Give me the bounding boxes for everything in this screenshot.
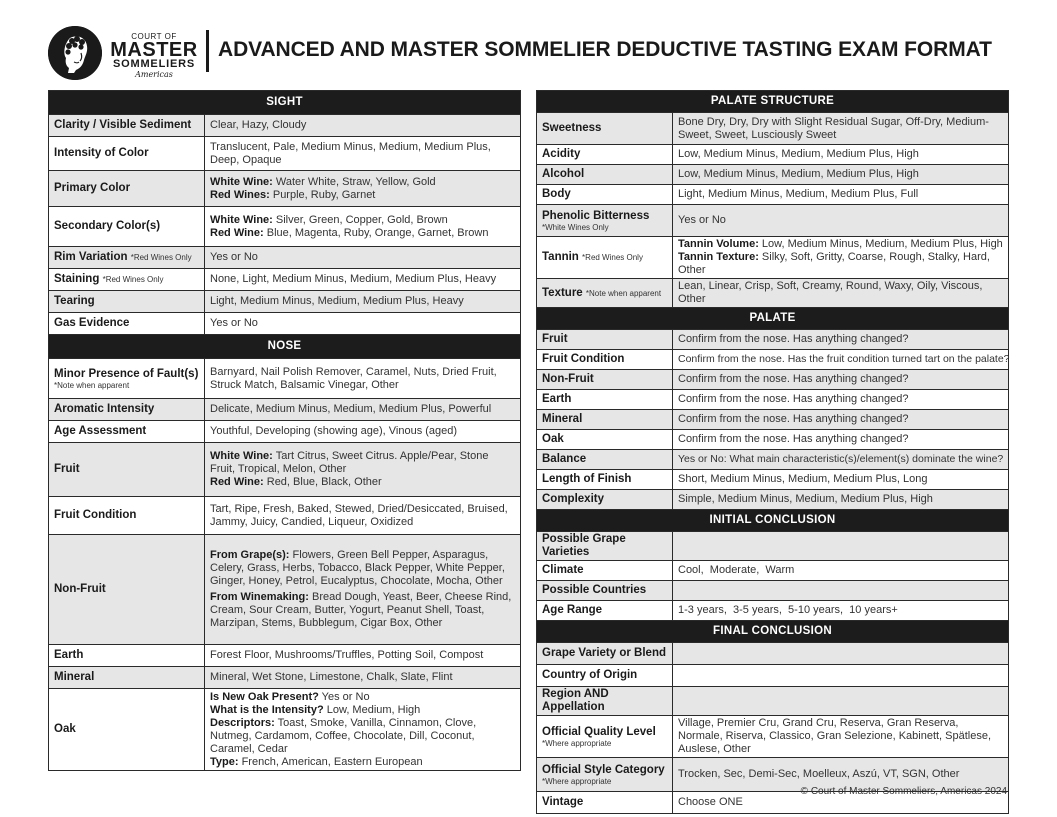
table-row [537,581,1009,601]
table-row [537,279,1009,308]
logo-line-americas: Americas [135,70,173,79]
table-row [49,137,521,171]
oak-type-key: Type: [210,755,239,768]
initial-conclusion-heading: INITIAL CONCLUSION [537,510,1009,532]
table-row [49,269,521,291]
style-note: *Where appropriate [542,776,612,786]
page-title: ADVANCED AND MASTER SOMMELIER DEDUCTIVE TASTING EXAM FORMAT [218,38,992,61]
palate-mineral-value: Confirm from the nose. Has anything changed? [673,410,1009,430]
table-row [49,291,521,313]
table-row [537,237,1009,279]
table-row [49,443,521,497]
palate-non-fruit-label: Non-Fruit [537,370,673,390]
climate-label: Climate [537,561,673,581]
palate-oak-label: Oak [537,430,673,450]
palate-mineral-label: Mineral [537,410,673,430]
table-row [49,359,521,399]
table-row [537,330,1009,350]
table-row [537,470,1009,490]
possible-grapes-value [673,532,1009,561]
logo-emblem [48,26,102,80]
acidity-label: Acidity [537,145,673,165]
tannin-volume-key: Tannin Volume: [678,238,759,250]
primary-white-key: White Wine: [210,175,273,188]
table-row [49,115,521,137]
quality-level-label [537,716,673,758]
page-header [48,24,1038,80]
nose-non-fruit-value [205,535,521,645]
style-label-text: Official Style Category [542,763,665,776]
oak-intensity-value: Low, Medium, High [323,703,421,716]
secondary-red-key: Red Wine: [210,226,264,239]
table-row [49,689,521,771]
from-winemaking-key: From Winemaking: [210,591,309,603]
aromatic-intensity-value: Delicate, Medium Minus, Medium, Medium Plus, Powerful [205,399,521,421]
finish-value: Short, Medium Minus, Medium, Medium Plus, Long [673,470,1009,490]
palate-oak-value: Confirm from the nose. Has anything changed? [673,430,1009,450]
body-value: Light, Medium Minus, Medium, Medium Plus, Full [673,185,1009,205]
primary-color-value [205,171,521,207]
bacchus-head-icon [48,26,102,80]
body-label: Body [537,185,673,205]
nose-heading: NOSE [49,335,521,359]
table-row [537,687,1009,716]
primary-red-value: Purple, Ruby, Garnet [269,188,376,201]
phenolic-label-text: Phenolic Bitterness [542,209,650,222]
final-conclusion-heading: FINAL CONCLUSION [537,621,1009,643]
texture-label-text: Texture [542,286,583,299]
oak-intensity-key: What is the Intensity? [210,703,324,716]
secondary-color-value [205,207,521,247]
palate-fruit-condition-value: Confirm from the nose. Has the fruit condition turned tart on the palate? [673,350,1009,370]
complexity-label: Complexity [537,490,673,510]
table-row [537,145,1009,165]
phenolic-value: Yes or No [673,205,1009,237]
logo-wordmark [104,32,204,79]
table-row [537,370,1009,390]
table-row [49,497,521,535]
country-origin-label: Country of Origin [537,665,673,687]
table-row [49,313,521,335]
nose-fruit-condition-label: Fruit Condition [49,497,205,535]
nose-fruit-white-value: Tart Citrus, Sweet Citrus. Apple/Pear, Stone Fruit, Tropical, Melon, Other [210,450,489,475]
phenolic-label [537,205,673,237]
from-grape-value: Flowers, Green Bell Pepper, Asparagus, Celery, Grass, Herbs, Tobacco, Black Pepper, White Pepper, Ginger, Honey, Petrol, Eucalyptus, Chocolate, Mocha, Other [210,549,505,587]
palate-earth-label: Earth [537,390,673,410]
quality-level-value: Village, Premier Cru, Grand Cru, Reserva, Gran Reserva, Normale, Riserva, Classico, Gran Selezione, Kabinett, Spätlese, Auslese, Other [673,716,1009,758]
oak-new-value: Yes or No [318,690,370,703]
tannin-note: *Red Wines Only [582,253,643,262]
table-row [537,113,1009,145]
vintage-value: Choose ONE [673,792,1009,814]
fault-label [49,359,205,399]
fault-note: *Note when apparent [54,380,130,390]
table-row [537,716,1009,758]
oak-descriptors-value: Toast, Smoke, Vanilla, Cinnamon, Clove, Nutmeg, Cardamom, Coffee, Chocolate, Dill, Coconut, Caramel, Cedar [210,716,477,755]
balance-value: Yes or No: What main characteristic(s)/element(s) dominate the wine? [673,450,1009,470]
nose-fruit-red-key: Red Wine: [210,476,264,488]
alcohol-value: Low, Medium Minus, Medium, Medium Plus, High [673,165,1009,185]
tannin-texture-key: Tannin Texture: [678,251,759,263]
texture-label [537,279,673,308]
copyright-footer: © Court of Master Sommeliers, Americas 2024 [800,786,1007,797]
nose-earth-label: Earth [49,645,205,667]
oak-descriptors-key: Descriptors: [210,716,275,729]
nose-oak-value [205,689,521,771]
style-category-value: Trocken, Sec, Demi-Sec, Moelleux, Aszú, VT, SGN, Other [673,758,1009,792]
primary-color-label: Primary Color [49,171,205,207]
style-category-label [537,758,673,792]
possible-grapes-label: Possible Grape Varieties [537,532,673,561]
nose-fruit-white-key: White Wine: [210,450,273,462]
nose-fruit-red-value: Red, Blue, Black, Other [263,476,382,488]
table-row [537,205,1009,237]
grape-variety-label: Grape Variety or Blend [537,643,673,665]
table-row [537,390,1009,410]
secondary-color-label: Secondary Color(s) [49,207,205,247]
tannin-volume-value: Low, Medium Minus, Medium, Medium Plus, High [758,238,1003,250]
table-row [49,247,521,269]
palate-fruit-label: Fruit [537,330,673,350]
alcohol-label: Alcohol [537,165,673,185]
nose-mineral-label: Mineral [49,667,205,689]
tannin-texture-value: Silky, Soft, Gritty, Coarse, Rough, Stalky, Hard, Other [678,251,990,276]
intensity-value: Translucent, Pale, Medium Minus, Medium, Medium Plus, Deep, Opaque [205,137,521,171]
oak-new-key: Is New Oak Present? [210,690,319,703]
phenolic-note: *White Wines Only [542,222,609,232]
tearing-label: Tearing [49,291,205,313]
quality-note: *Where appropriate [542,738,612,748]
table-row [537,561,1009,581]
age-assessment-label: Age Assessment [49,421,205,443]
palate-fruit-condition-label: Fruit Condition [537,350,673,370]
palate-heading: PALATE [537,308,1009,330]
table-row [537,430,1009,450]
table-row [537,532,1009,561]
nose-fruit-condition-value: Tart, Ripe, Fresh, Baked, Stewed, Dried/Desiccated, Bruised, Jammy, Juicy, Candied, Liqueur, Oxidized [205,497,521,535]
region-appellation-value [673,687,1009,716]
table-row [537,410,1009,430]
table-row [537,643,1009,665]
tannin-label [537,237,673,279]
age-assessment-value: Youthful, Developing (showing age), Vinous (aged) [205,421,521,443]
acidity-value: Low, Medium Minus, Medium, Medium Plus, High [673,145,1009,165]
tearing-value: Light, Medium Minus, Medium, Medium Plus, Heavy [205,291,521,313]
texture-value: Lean, Linear, Crisp, Soft, Creamy, Round, Waxy, Oily, Viscous, Other [673,279,1009,308]
possible-countries-value [673,581,1009,601]
primary-white-value: Water White, Straw, Yellow, Gold [272,175,436,188]
palate-non-fruit-value: Confirm from the nose. Has anything changed? [673,370,1009,390]
texture-note: *Note when apparent [585,288,662,298]
oak-type-value: French, American, Eastern European [238,755,423,768]
sight-heading: SIGHT [49,91,521,115]
table-row [49,421,521,443]
nose-fruit-value [205,443,521,497]
from-grape-key: From Grape(s): [210,549,290,561]
table-row [537,450,1009,470]
nose-fruit-label: Fruit [49,443,205,497]
table-row [537,185,1009,205]
country-origin-value [673,665,1009,687]
tannin-label-text: Tannin [542,251,579,263]
logo-line-sommeliers: SOMMELIERS [113,58,195,70]
palate-structure-heading: PALATE STRUCTURE [537,91,1009,113]
age-range-value: 1-3 years, 3-5 years, 5-10 years, 10 years+ [673,601,1009,621]
table-row [49,171,521,207]
table-row [537,601,1009,621]
staining-label-text: Staining [54,273,100,285]
region-appellation-label: Region AND Appellation [537,687,673,716]
secondary-white-value: Silver, Green, Copper, Gold, Brown [272,213,448,226]
nose-mineral-value: Mineral, Wet Stone, Limestone, Chalk, Slate, Flint [205,667,521,689]
staining-label [49,269,205,291]
nose-oak-label: Oak [49,689,205,771]
finish-label: Length of Finish [537,470,673,490]
rim-variation-label [49,247,205,269]
clarity-value: Clear, Hazy, Cloudy [205,115,521,137]
secondary-white-key: White Wine: [210,213,273,226]
gas-evidence-value: Yes or No [205,313,521,335]
secondary-red-value: Blue, Magenta, Ruby, Orange, Garnet, Brown [263,226,489,239]
complexity-value: Simple, Medium Minus, Medium, Medium Plus, High [673,490,1009,510]
table-row [537,350,1009,370]
fault-label-text: Minor Presence of Fault(s) [54,367,199,380]
table-row [49,667,521,689]
palate-conclusion-table [536,90,1009,814]
sweetness-label: Sweetness [537,113,673,145]
table-row [49,207,521,247]
primary-red-key: Red Wines: [210,188,270,201]
logo-line-master: MASTER [110,39,198,61]
header-divider [206,30,209,72]
intensity-label: Intensity of Color [49,137,205,171]
aromatic-intensity-label: Aromatic Intensity [49,399,205,421]
table-row [537,165,1009,185]
climate-value: Cool, Moderate, Warm [673,561,1009,581]
table-row [537,665,1009,687]
sight-nose-table [48,90,521,771]
fault-value: Barnyard, Nail Polish Remover, Caramel, Nuts, Dried Fruit, Struck Match, Balsamic Vinegar, Other [205,359,521,399]
sweetness-value: Bone Dry, Dry, Dry with Slight Residual Sugar, Off-Dry, Medium-Sweet, Sweet, Lusciously Sweet [673,113,1009,145]
table-row [49,535,521,645]
rim-note: *Red Wines Only [130,253,192,262]
rim-variation-value: Yes or No [205,247,521,269]
nose-earth-value: Forest Floor, Mushrooms/Truffles, Potting Soil, Compost [205,645,521,667]
vintage-label: Vintage [537,792,673,814]
from-winemaking-value: Bread Dough, Yeast, Beer, Cheese Rind, Cream, Sour Cream, Butter, Yogurt, Peanut Shell, Toast, Marzipan, Stems, Bubblegum, Cigar Box, Other [210,591,512,629]
possible-countries-label: Possible Countries [537,581,673,601]
table-row [537,490,1009,510]
palate-fruit-value: Confirm from the nose. Has anything changed? [673,330,1009,350]
palate-earth-value: Confirm from the nose. Has anything changed? [673,390,1009,410]
quality-label-text: Official Quality Level [542,725,656,738]
balance-label: Balance [537,450,673,470]
clarity-label: Clarity / Visible Sediment [49,115,205,137]
staining-value: None, Light, Medium Minus, Medium, Medium Plus, Heavy [205,269,521,291]
table-row [49,399,521,421]
gas-evidence-label: Gas Evidence [49,313,205,335]
rim-label-text: Rim Variation [54,251,128,263]
table-row [49,645,521,667]
nose-non-fruit-label: Non-Fruit [49,535,205,645]
tannin-value [673,237,1009,279]
age-range-label: Age Range [537,601,673,621]
grape-variety-value [673,643,1009,665]
logo-line-court: COURT OF [131,32,177,41]
staining-note: *Red Wines Only [102,275,164,284]
